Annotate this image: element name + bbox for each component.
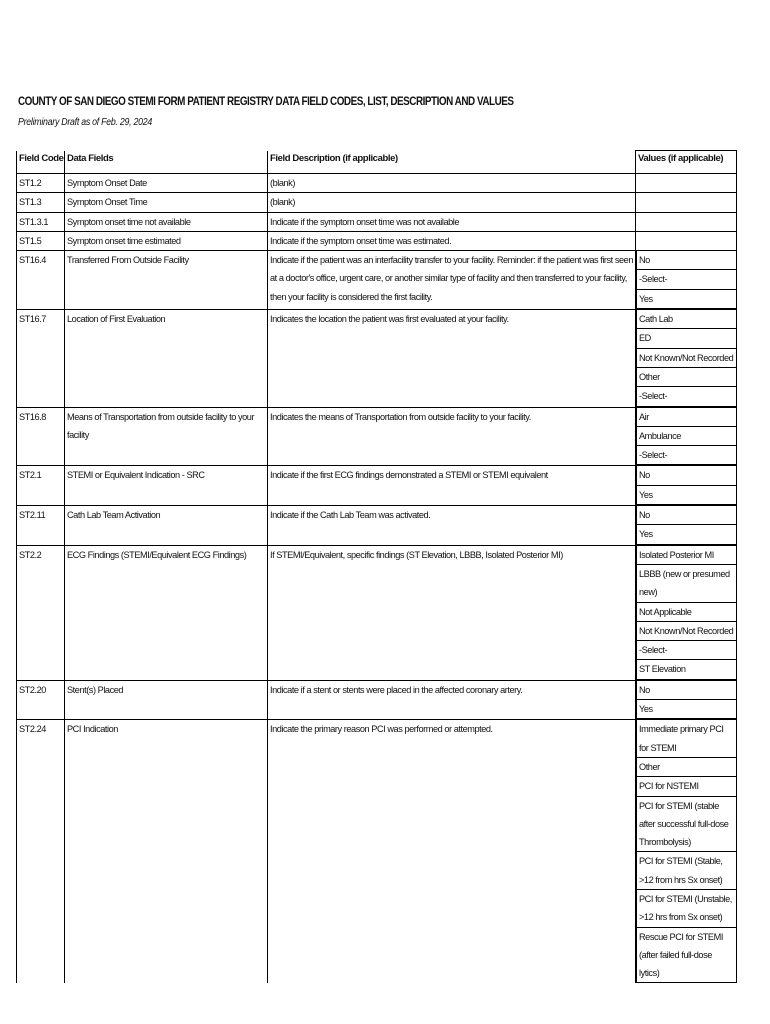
value-option: LBBB (new or presumed new) (636, 565, 737, 603)
value-option: PCI for STEMI (Unstable, >12 hrs from Sx onset) (636, 890, 737, 928)
field-description-cell: Indicate if the symptom onset time was estimated. (268, 231, 636, 250)
field-description-cell: Indicate if a stent or stents were placed in the affected coronary artery. (268, 680, 636, 720)
data-field-cell: Symptom Onset Time (65, 193, 268, 212)
field-code-cell: ST2.2 (17, 545, 65, 680)
values-cell (636, 466, 737, 506)
header-field-description: Field Description (if applicable) (268, 151, 636, 174)
header-data-fields: Data Fields (65, 151, 268, 174)
field-description-cell: If STEMI/Equivalent, specific findings (ST Elevation, LBBB, Isolated Posterior MI) (268, 545, 636, 680)
values-cell (636, 720, 737, 984)
table-row (17, 310, 737, 407)
field-code-cell: ST16.7 (17, 310, 65, 407)
document-title: COUNTY OF SAN DIEGO STEMI FORM PATIENT REGISTRY DATA FIELD CODES, LIST, DESCRIPTION AND VALUES (18, 96, 514, 108)
table-row (17, 506, 737, 546)
field-description-cell: Indicates the location the patient was first evaluated at your facility. (268, 310, 636, 407)
value-option: Isolated Posterior MI (636, 546, 737, 565)
value-option: ED (636, 329, 737, 348)
values-cell (636, 506, 737, 546)
field-code-cell: ST2.11 (17, 506, 65, 546)
field-code-cell: ST2.20 (17, 680, 65, 720)
value-option: PCI for NSTEMI (636, 777, 737, 796)
value-option: PCI for STEMI (Stable, >12 from hrs Sx onset) (636, 852, 737, 890)
value-option: Other (636, 758, 737, 777)
values-cell (636, 680, 737, 720)
header-field-code: Field Code (17, 151, 65, 174)
field-description-cell: (blank) (268, 193, 636, 212)
values-cell (636, 251, 737, 310)
value-option: -Select- (636, 641, 737, 660)
value-option: Not Known/Not Recorded (636, 622, 737, 641)
values-cell (636, 174, 737, 193)
value-option: Yes (636, 700, 737, 719)
field-description-cell: Indicate if the Cath Lab Team was activated. (268, 506, 636, 546)
value-option: No (636, 251, 737, 270)
data-field-cell: Location of First Evaluation (65, 310, 268, 407)
values-cell (636, 231, 737, 250)
values-cell (636, 407, 737, 466)
value-option: Other (636, 368, 737, 387)
header-row (17, 151, 737, 174)
value-option: No (636, 681, 737, 700)
values-cell (636, 545, 737, 680)
value-option: Ambulance (636, 427, 737, 446)
field-description-cell: (blank) (268, 174, 636, 193)
field-code-cell: ST1.3 (17, 193, 65, 212)
value-option: -Select- (636, 446, 737, 465)
header-values: Values (if applicable) (636, 151, 737, 174)
table-row (17, 680, 737, 720)
value-option: PCI for STEMI (stable after successful full-dose Thrombolysis) (636, 797, 737, 853)
data-field-cell: Stent(s) Placed (65, 680, 268, 720)
value-option: Not Applicable (636, 603, 737, 622)
field-code-cell: ST1.2 (17, 174, 65, 193)
field-code-cell: ST16.4 (17, 251, 65, 310)
data-field-cell: Means of Transportation from outside facility to your facility (65, 407, 268, 466)
document-subtitle: Preliminary Draft as of Feb. 29, 2024 (18, 117, 153, 128)
value-option: Immediate primary PCI for STEMI (636, 720, 737, 758)
data-field-cell: PCI Indication (65, 720, 268, 984)
field-code-cell: ST2.1 (17, 466, 65, 506)
value-option: Yes (636, 290, 737, 309)
data-field-cell: Transferred From Outside Facility (65, 251, 268, 310)
value-option: No (636, 506, 737, 525)
table-body (17, 174, 737, 984)
table-row (17, 251, 737, 310)
data-field-cell: Symptom onset time not available (65, 212, 268, 231)
table-row (17, 193, 737, 212)
values-cell (636, 310, 737, 407)
data-field-cell: Symptom onset time estimated (65, 231, 268, 250)
table-row (17, 231, 737, 250)
data-field-cell: STEMI or Equivalent Indication - SRC (65, 466, 268, 506)
table-row (17, 720, 737, 984)
field-code-cell: ST16.8 (17, 407, 65, 466)
value-option: Air (636, 408, 737, 427)
values-cell (636, 212, 737, 231)
field-description-cell: Indicate if the symptom onset time was not available (268, 212, 636, 231)
table-row (17, 407, 737, 466)
field-description-cell: Indicates the means of Transportation from outside facility to your facility. (268, 407, 636, 466)
table-row (17, 466, 737, 506)
data-field-cell: Cath Lab Team Activation (65, 506, 268, 546)
registry-table-container (16, 150, 736, 983)
table-row (17, 212, 737, 231)
field-description-cell: Indicate if the first ECG findings demonstrated a STEMI or STEMI equivalent (268, 466, 636, 506)
data-field-cell: ECG Findings (STEMI/Equivalent ECG Findings) (65, 545, 268, 680)
table-row (17, 545, 737, 680)
value-option: Cath Lab (636, 310, 737, 329)
field-code-cell: ST2.24 (17, 720, 65, 984)
data-field-cell: Symptom Onset Date (65, 174, 268, 193)
table-row (17, 174, 737, 193)
value-option: Yes (636, 486, 737, 505)
value-option: Not Known/Not Recorded (636, 349, 737, 368)
value-option: -Select- (636, 270, 737, 289)
value-option: ST Elevation (636, 660, 737, 679)
registry-table (16, 150, 737, 983)
value-option: Rescue PCI for STEMI (after failed full-dose lytics) (636, 928, 737, 984)
value-option: Yes (636, 525, 737, 544)
field-description-cell: Indicate the primary reason PCI was performed or attempted. (268, 720, 636, 984)
field-code-cell: ST1.5 (17, 231, 65, 250)
value-option: -Select- (636, 387, 737, 406)
field-description-cell: Indicate if the patient was an interfacility transfer to your facility. Reminder: if the patient was first seen at a doctor's office, urgent care, or another similar type of facility and then transferred to your facility, then your facility is considered the first facility. (268, 251, 636, 310)
value-option: No (636, 466, 737, 485)
values-cell (636, 193, 737, 212)
field-code-cell: ST1.3.1 (17, 212, 65, 231)
